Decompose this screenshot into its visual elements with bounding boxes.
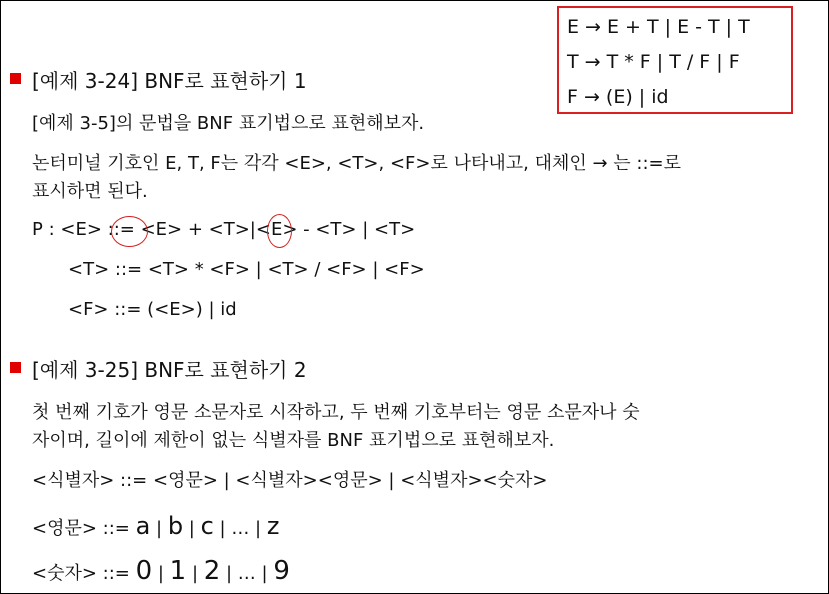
separator: |: [152, 563, 170, 584]
production-prefix: P : <E>: [32, 219, 108, 240]
separator: |: [186, 563, 204, 584]
example1-title: [예제 3-24] BNF로 표현하기 1: [32, 69, 307, 93]
terminal-c: c: [200, 512, 214, 540]
define-operator: ::=: [107, 219, 135, 240]
bullet-square-icon: [10, 73, 21, 84]
production-f: <F> ::= (<E>) | id: [68, 299, 237, 320]
grammar-rule-t: T → T * F | T / F | F: [567, 51, 740, 73]
example2-desc-line1: 첫 번째 기호가 영문 소문자로 시작하고, 두 번째 기호부터는 영문 소문자나 숫: [32, 402, 640, 423]
example1-desc-line1: [예제 3-5]의 문법을 BNF 표기법으로 표현해보자.: [32, 113, 425, 134]
terminal-9: 9: [273, 556, 290, 586]
separator: |: [183, 518, 201, 539]
rule-identifier: <식별자> ::= <영문> | <식별자><영문> | <식별자><숫자>: [32, 470, 548, 491]
separator: |: [213, 518, 232, 539]
ellipsis: …: [231, 518, 250, 539]
rule-letter: [32, 512, 279, 540]
terminal-2: 2: [203, 556, 221, 586]
production-t: <T> ::= <T> * <F> | <T> / <F> | <F>: [68, 259, 425, 280]
rule-letter-head: <영문> ::=: [32, 518, 136, 539]
rule-digit-head: <숫자> ::=: [32, 563, 136, 584]
example2-title: [예제 3-25] BNF로 표현하기 2: [32, 358, 307, 382]
terminal-z: z: [266, 512, 280, 540]
rule-digit: [32, 556, 290, 586]
alternation-bar: |: [249, 219, 256, 240]
terminal-b: b: [167, 512, 184, 540]
example1-desc-line3: 표시하면 된다.: [32, 181, 148, 202]
terminal-0: 0: [135, 556, 153, 586]
separator: |: [220, 563, 238, 584]
separator: |: [249, 518, 267, 539]
separator: |: [150, 518, 168, 539]
grammar-rule-e: E → E + T | E - T | T: [567, 16, 750, 38]
terminal-1: 1: [169, 556, 187, 586]
grammar-box: [557, 6, 793, 114]
example1-desc-line2: 논터미널 기호인 E, T, F는 각각 <E>, <T>, <F>로 나타내고, 대체인 → 는 ::=로: [32, 153, 681, 174]
production-e: [32, 219, 415, 240]
production-mid: <E> + <T>: [134, 219, 250, 240]
alternation-bar-highlight-circle: [267, 214, 292, 248]
bullet-square-icon: [10, 362, 21, 373]
grammar-rule-f: F → (E) | id: [567, 86, 669, 108]
ellipsis: …: [237, 563, 256, 584]
separator: |: [255, 563, 274, 584]
terminal-a: a: [135, 512, 151, 540]
production-rest: <E> - <T> | <T>: [255, 219, 416, 240]
example2-desc-line2: 자이며, 길이에 제한이 없는 식별자를 BNF 표기법으로 표현해보자.: [32, 430, 555, 451]
define-operator-highlight-circle: [111, 216, 148, 247]
